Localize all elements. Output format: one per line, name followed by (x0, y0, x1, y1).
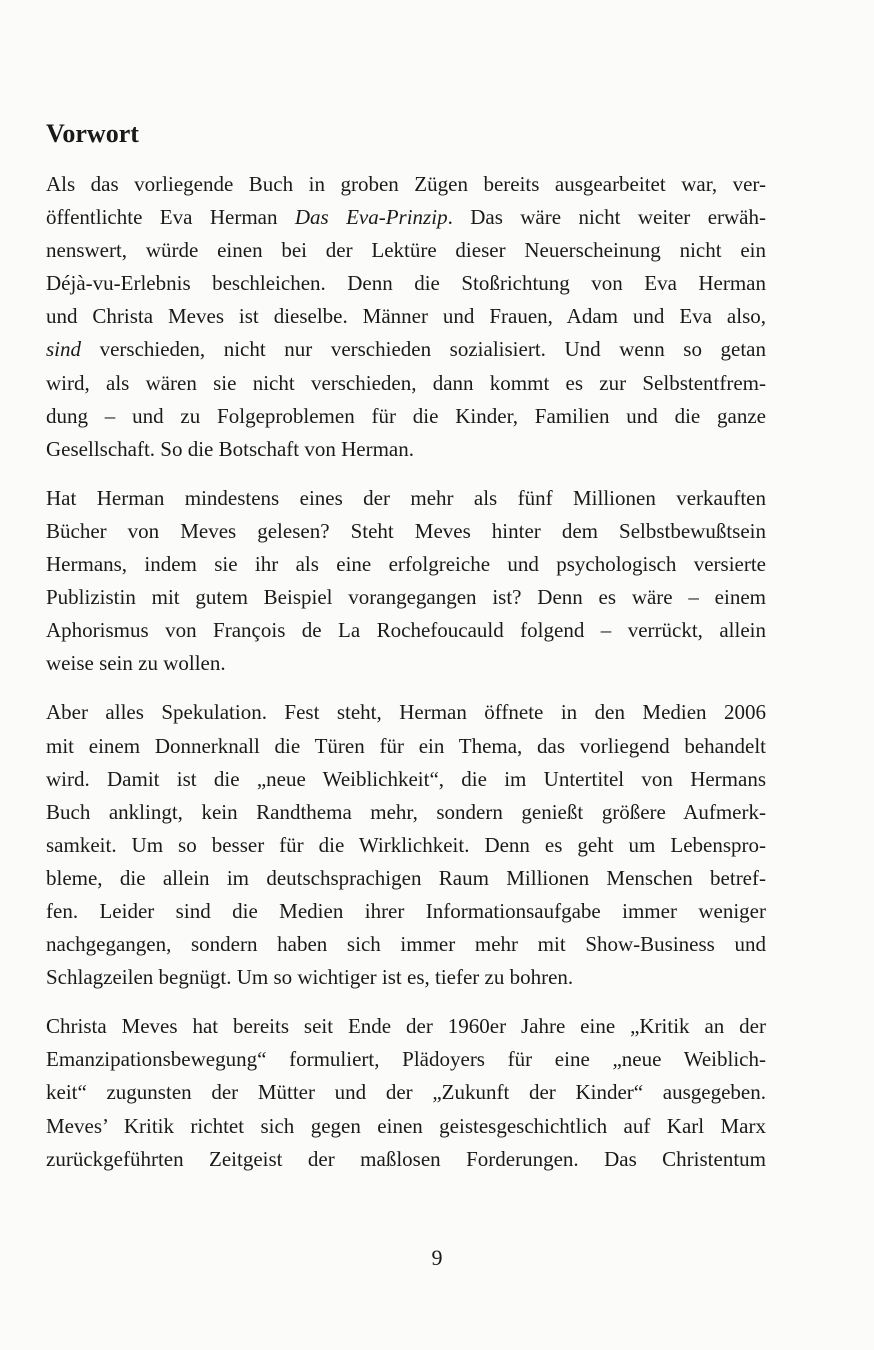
text-line (46, 1010, 766, 1043)
text-segment: Buch anklingt, kein Randthema mehr, sondern genießt größere Aufmerk- (46, 799, 766, 824)
chapter-heading: Vorwort (46, 119, 139, 148)
text-segment: Déjà-vu-Erlebnis beschleichen. Denn die Stoßrichtung von Eva Herman (46, 271, 766, 296)
paragraph (46, 696, 766, 994)
text-segment: wird, als wären sie nicht verschieden, dann kommt es zur Selbstentfrem- (46, 370, 766, 395)
text-line (46, 367, 766, 400)
text-segment: nachgegangen, sondern haben sich immer mehr mit Show-Business und (46, 932, 766, 957)
text-segment: Hat Herman mindestens eines der mehr als fünf Millionen verkauften (46, 485, 766, 510)
page-number: 9 (431, 1245, 443, 1270)
text-line (46, 730, 766, 763)
italic-text: Das Eva-Prinzip (294, 205, 448, 230)
text-line (46, 300, 766, 333)
text-line (46, 928, 766, 961)
text-line (46, 1076, 766, 1109)
text-segment: Christa Meves hat bereits seit Ende der 1960er Jahre eine „Kritik an der (46, 1014, 766, 1039)
text-segment: öffentlichte Eva Herman (46, 205, 295, 230)
text-line (46, 1110, 766, 1143)
text-segment: Gesellschaft. So die Botschaft von Herman. (46, 436, 414, 461)
text-line (46, 647, 766, 680)
text-line (46, 796, 766, 829)
paragraph (46, 168, 766, 466)
text-segment: bleme, die allein im deutschsprachigen Raum Millionen Menschen betref- (46, 865, 766, 890)
text-line (46, 267, 766, 300)
text-line (46, 201, 766, 234)
paragraph (46, 482, 766, 681)
text-line (46, 333, 766, 366)
text-segment: samkeit. Um so besser für die Wirklichkeit. Denn es geht um Lebenspro- (46, 832, 766, 857)
text-segment: fen. Leider sind die Medien ihrer Informationsaufgabe immer weniger (46, 898, 766, 923)
text-line (46, 829, 766, 862)
body-text (46, 168, 766, 1192)
text-segment: keit“ zugunsten der Mütter und der „Zukunft der Kinder“ ausgegeben. (46, 1080, 766, 1105)
text-segment: Publizistin mit gutem Beispiel vorangegangen ist? Denn es wäre – einem (46, 585, 766, 610)
text-segment: Meves’ Kritik richtet sich gegen einen geistesgeschichtlich auf Karl Marx (46, 1113, 766, 1138)
text-line (46, 895, 766, 928)
text-line (46, 1143, 766, 1176)
text-line (46, 581, 766, 614)
text-line (46, 862, 766, 895)
text-line (46, 400, 766, 433)
text-segment: Schlagzeilen begnügt. Um so wichtiger ist es, tiefer zu bohren. (46, 965, 574, 990)
text-line (46, 614, 766, 647)
text-segment: Als das vorliegende Buch in groben Zügen bereits ausgearbeitet war, ver- (46, 172, 766, 196)
text-segment: . Das wäre nicht weiter erwäh- (447, 205, 766, 230)
italic-text: sind (46, 337, 82, 362)
text-segment: weise sein zu wollen. (46, 651, 226, 676)
text-line (46, 433, 766, 466)
text-segment: Aphorismus von François de La Rochefoucauld folgend – verrückt, allein (46, 618, 766, 643)
text-segment: wird. Damit ist die „neue Weiblichkeit“, die im Untertitel von Hermans (46, 766, 766, 791)
text-segment: nenswert, würde einen bei der Lektüre dieser Neuerscheinung nicht ein (46, 238, 766, 263)
text-segment: dung – und zu Folgeproblemen für die Kinder, Familien und die ganze (46, 403, 766, 428)
paragraph (46, 1010, 766, 1175)
text-segment: Hermans, indem sie ihr als eine erfolgreiche und psychologisch versierte (46, 552, 766, 577)
text-line (46, 168, 766, 201)
text-line (46, 482, 766, 515)
text-line (46, 1043, 766, 1076)
text-line (46, 515, 766, 548)
text-segment: zurückgeführten Zeitgeist der maßlosen Forderungen. Das Christentum (46, 1146, 766, 1171)
text-segment: und Christa Meves ist dieselbe. Männer und Frauen, Adam und Eva also, (46, 304, 766, 329)
text-segment: Aber alles Spekulation. Fest steht, Herman öffnete in den Medien 2006 (46, 700, 766, 725)
text-segment: mit einem Donnerknall die Türen für ein Thema, das vorliegend behandelt (46, 733, 766, 758)
text-line (46, 961, 766, 994)
text-segment: Emanzipationsbewegung“ formuliert, Plädoyers für eine „neue Weiblich- (46, 1047, 766, 1072)
text-segment: verschieden, nicht nur verschieden sozialisiert. Und wenn so getan (81, 337, 766, 362)
text-line (46, 763, 766, 796)
text-segment: Bücher von Meves gelesen? Steht Meves hinter dem Selbstbewußtsein (46, 518, 766, 543)
text-line (46, 548, 766, 581)
text-line (46, 696, 766, 729)
text-line (46, 234, 766, 267)
